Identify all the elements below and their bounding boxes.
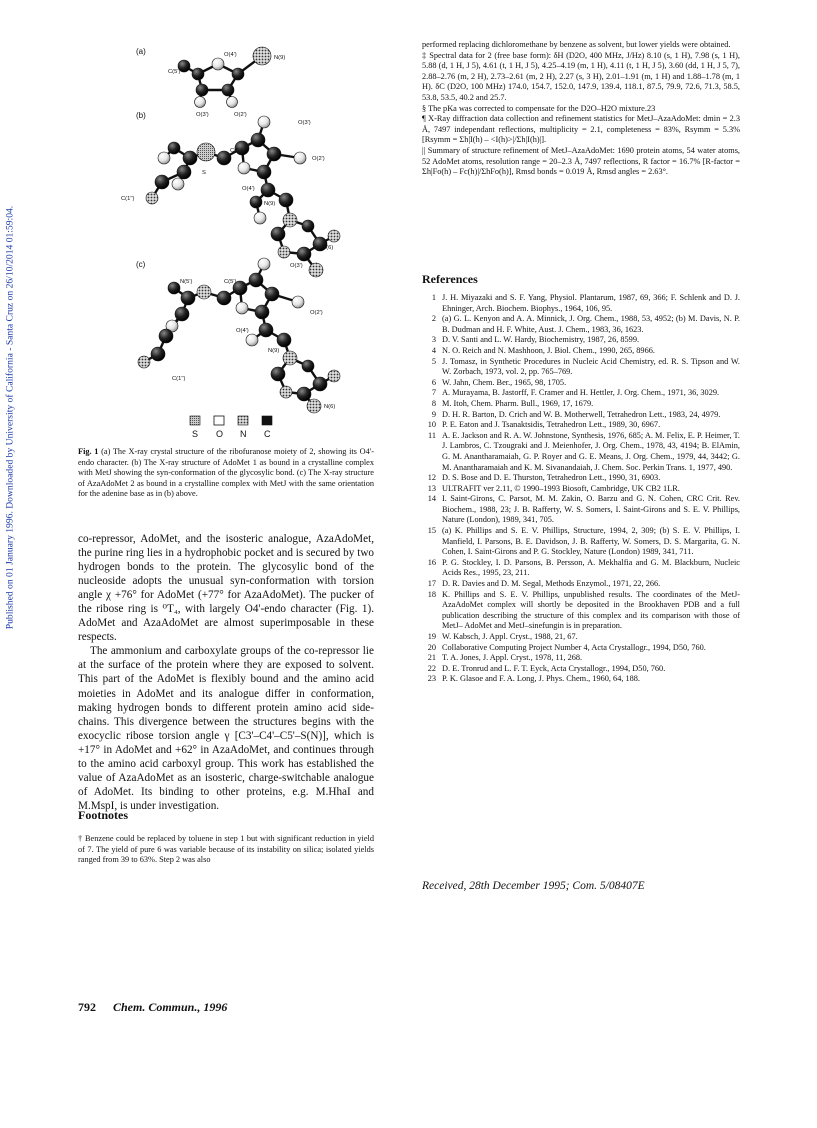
reference-item: 8 M. Itoh, Chem. Pharm. Bull., 1969, 17, 1679. [431,398,594,408]
figure-1 [78,40,374,440]
reference-item: 2 (a) G. L. Kenyon and A. A. Minnick, J. Org. Chem., 1988, 53, 4952; (b) M. Davis, N. P. B. Dudman and H. F. White, Aust. J. Chem., 1983, 36, 1623. [431,314,740,334]
footnote: † Benzene could be replaced by toluene in step 1 but with significant reduction in yield of 7. The yield of pure 6 was variable because of its instability on silica; isolated yields ranged from 39 to 63%. Step 2 was also [78,834,374,864]
reference-item: 11 A. E. Jackson and R. A. W. Johnstone, Synthesis, 1976, 685; A. M. Felix, E. P. Heimer, T. J. Lambros, C. Tzougraki and J. Meienhofer, J. Org. Chem., 1978, 43, 4194; B. ElAmin, G. M. Anantharamaiah, G. P. Royer and G. E. Means, J. Org. Chem., 1979, 44, 3442; G. M. Anantharamaiah and K. M. Sivanandaiah, J. Chem. Soc. Perkin Trans. 1, 1977, 490. [428,430,740,472]
body-paragraph: The ammonium and carboxylate groups of the co-repressor lie at the surface of the protein where they are exposed to solvent. This part of the AdoMet is flexibly bound and the amino acid moieties in AdoMet and its analogue differ in conformation, making hydrogen bonds to different protein amino acid side-chains. This divergence between the structures begins with the exocyclic ribose torsion angle γ [C3'–C4'–C5'–S(N)], which is +17° in AdoMet and +62° in AzaAdoMet, and continues through to the amino acid carboxyl group. This work has established the value of AzaAdoMet as an isosteric, charge-switchable analogue of AdoMet. Its binding to other proteins, e.g. M.HhaI and M.MspI, is under investigation. [78,645,374,812]
reference-item: 22 D. E. Tronrud and L. F. T. Eyck, Acta Crystallogr., 1994, D50, 760. [427,663,666,673]
atom-b-c5: C(5') [230,148,243,154]
note-paragraph: § The pKa was corrected to compensate for the D2O–H2O mixture.23 [422,103,656,113]
reference-item: 5 J. Tomasz, in Synthetic Procedures in Nucleic Acid Chemistry, ed. R. S. Tipson and W. W. Zorbach, 1973, vol. 2, pp. 765–769. [431,356,740,377]
reference-item: 4 N. O. Reich and N. Mashhoon, J. Biol. Chem., 1990, 265, 8966. [431,345,655,355]
page-footer [78,1000,227,1015]
panel-label-c: (c) [136,260,146,269]
publication-sidebar [2,160,16,680]
atom-a-o3: O(3') [196,112,209,118]
page-number: 792 [78,1000,96,1014]
reference-item: 18 K. Phillips and S. E. V. Phillips, unpublished results. The coordinates of the MetJ-AzaAdoMet complex will shortly be deposited in the Brookhaven PDB and a full publication describing the structure of this complex and its comparison with those of MetJ– AdoMet and MetJ–sinefungin is in preparation. [427,589,740,631]
atom-b-o2: O(2') [312,156,325,162]
reference-item: 1 J. H. Miyazaki and S. F. Yang, Physiol. Plantarum, 1987, 69, 366; F. Schlenk and D. J. Ehninger, Arch. Biochem. Biophys., 1964, 106, 95. [431,293,740,313]
atom-b-c1: C(1'') [121,196,135,202]
reference-item: 6 W. Jahn, Chem. Ber., 1965, 98, 1705. [431,377,567,387]
molecular-structures [78,40,374,440]
atom-a-o4: O(4') [224,52,237,58]
panel-label-a: (a) [136,47,146,56]
footnotes-heading: Footnotes [78,808,128,822]
note-paragraph: || Summary of structure refinement of MetJ–AzaAdoMet: 1690 protein atoms, 54 water atoms, 52 AdoMet atoms, resolution range = 20–2.3 Å, 7497 reflections, R factor = 16.7% [R-factor = Σh|Fo(h) – Fc(h)|/ΣhFo(h)], Rmsd bonds = 0.019 Å, Rmsd angles = 2.63°. [422,145,740,177]
reference-item: 23 P. K. Glasoe and F. A. Long, J. Phys. Chem., 1960, 64, 188. [427,674,641,684]
atom-c-o4: O(4') [236,328,249,334]
atom-c-n5: N(5') [180,279,193,285]
atom-c-c5: C(5') [224,279,237,285]
note-paragraph: ¶ X-Ray diffraction data collection and refinement statistics for MetJ–AzaAdoMet: dmin = 2.3 Å, 7497 independant reflections, multiplicity = 2.1, completeness = 83%, Rsymm = 5.3% [Rsymm = Σh|I(h) – <I(h)>|/Σh|I(h)|]. [422,114,740,145]
panel-label-b: (b) [136,111,146,120]
atom-c-o3: O(3') [290,263,303,269]
reference-item: 7 A. Murayama, B. Jastorff, F. Cramer and H. Hettler, J. Org. Chem., 1971, 36, 3029. [431,388,720,398]
atom-b-o3: O(3') [298,120,311,126]
atom-c-c1: C(1'') [172,376,186,382]
received-line: Received, 28th December 1995; Com. 5/08407E [422,880,645,892]
note-paragraph: ‡ Spectral data for 2 (free base form): δH (D2O, 400 MHz, J/Hz) 8.10 (s, 1 H), 7.98 (s, 1 H), 5.88 (d, 1 H, J 5), 4.61 (t, 1 H, J 5), 4.25–4.19 (m, 1 H), 4.11 (t, 1 H, J 5), 3.60 (dd, 1 H, J 5, 7), 2.88–2.76 (m, 2 H), 2.73–2.61 (m, 2 H), 2.27 (s, 3 H), 2.01–1.91 (m, 1 H) and 1.88–1.78 (m, 1 H). δC (D2O, 100 MHz) 174.0, 154.7, 152.0, 147.9, 139.4, 118.1, 87.5, 79.9, 72.6, 71.3, 58.5, 53.8, 53.5, 40.2 and 25.7. [422,50,740,102]
reference-item: 14 I. Saint-Girons, C. Parsot, M. M. Zakin, O. Barzu and G. N. Cohen, CRC Crit. Rev. Biochem., 1988, 23; J. B. Rafferty, W. S. Somers, I. Saint-Girons and S. E. V. Phillips, Nature (London), 1989, 341, 705. [427,494,740,525]
atom-c-n9: N(9) [268,348,280,354]
legend-label-o: O [216,429,224,439]
reference-item: 12 D. S. Bose and D. E. Thurston, Tetrahedron Lett., 1990, 31, 6903. [427,473,661,483]
legend-swatch-s [190,416,200,425]
reference-item: 21 T. A. Jones, J. Appl. Cryst., 1978, 11, 268. [427,653,583,663]
legend-swatch-n [238,416,248,425]
body-text [78,532,374,813]
atom-a-o2: O(2') [234,112,247,118]
legend-label-s: S [192,429,199,439]
reference-item: 19 W. Kabsch, J. Appl. Cryst., 1988, 21, 67. [427,632,578,641]
atom-b-n9: N(9) [264,201,276,207]
sidebar-text: Published on 01 January 1996. Downloaded by University of California - Santa Cruz on 26/10/2014 01:59:04. [4,205,16,630]
reference-item: 9 D. H. R. Barton, D. Crich and W. B. Motherwell, Tetrahedron Lett., 1983, 24, 4979. [431,409,721,419]
caption-text: (a) The X-ray crystal structure of the ribofuranose moiety of 2, showing its O4'-endo character. (b) The X-ray structure of AdoMet 1 as bound in a crystalline complex with MetJ showing the syn-conformation of the glycosylic bond. (c) The X-ray structure of AzaAdoMet 2 as bound in a crystalline complex with MetJ with the same orientation for the adenine base as in (b) above. [78,447,374,499]
note-paragraph: performed replacing dichloromethane by benzene as solvent, but lower yields were obtained. [422,40,731,49]
atom-b-n6: N(6) [322,245,334,251]
caption-label: Fig. 1 [78,447,99,456]
atom-c-o2: O(2') [310,310,323,316]
reference-item: 20 Collaborative Computing Project Number 4, Acta Crystallogr., 1994, D50, 760. [427,642,706,652]
right-notes [422,40,740,178]
journal-name: Chem. Commun., 1996 [113,1000,228,1014]
body-paragraph: co-repressor, AdoMet, and the isosteric analogue, AzaAdoMet, the purine ring lies in a hydrophobic pocket and is secured by two hydrogen bonds to the protein. The glycosylic bond of the nucleoside adopts the unusual syn-conformation with torsion angle χ +76° for AdoMet (+77° for AzaAdoMet). The pucker of the ribose ring is ⁰T₄, with largely O4'-endo character (Fig. 1). AdoMet and AzaAdoMet are almost superimposable in these respects. [78,533,374,644]
legend-swatch-c [262,416,272,425]
atom-b-o4: O(4') [242,186,255,192]
legend-swatch-o [214,416,224,425]
reference-item: 15 (a) K. Phillips and S. E. V. Phillips, Structure, 1994, 2, 309; (b) S. E. V. Phillips, I. Manfield, I. Parsons, B. E. Davidson, J. B. Rafferty, W. Somers, D. S. Margarita, G. N. Cohen, I. Saint-Girons and P. G. Stockley, Nature (London) 1989, 341, 711. [427,526,740,557]
atom-b-s: S [202,170,206,176]
references-list [422,293,740,685]
legend-label-n: N [240,429,247,439]
reference-item: 16 P. G. Stockley, I. D. Parsons, B. Persson, A. Mekhalfia and G. M. Blackburn, Nucleic Acids Res., 1995, 23, 211. [427,557,740,578]
atom-legend [190,416,272,439]
legend-label-c: C [264,429,271,439]
figure-caption [78,447,374,500]
reference-item: 10 P. E. Eaton and J. Tsanaktsidis, Tetrahedron Lett., 1989, 30, 6967. [427,420,661,430]
reference-item: 13 ULTRAFIT ver 2.11, © 1990–1993 Biosoft, Cambridge, UK CB2 1LR. [427,483,680,493]
reference-item: 17 D. R. Davies and D. M. Segal, Methods Enzymol., 1971, 22, 266. [427,579,661,589]
atom-a-n9: N(9) [274,55,286,61]
atom-a-c5: C(5') [168,69,181,75]
atom-c-n6: N(6) [324,404,336,410]
reference-item: 3 D. V. Santi and L. W. Hardy, Biochemistry, 1987, 26, 8599. [431,335,640,345]
references-heading: References [422,272,478,286]
